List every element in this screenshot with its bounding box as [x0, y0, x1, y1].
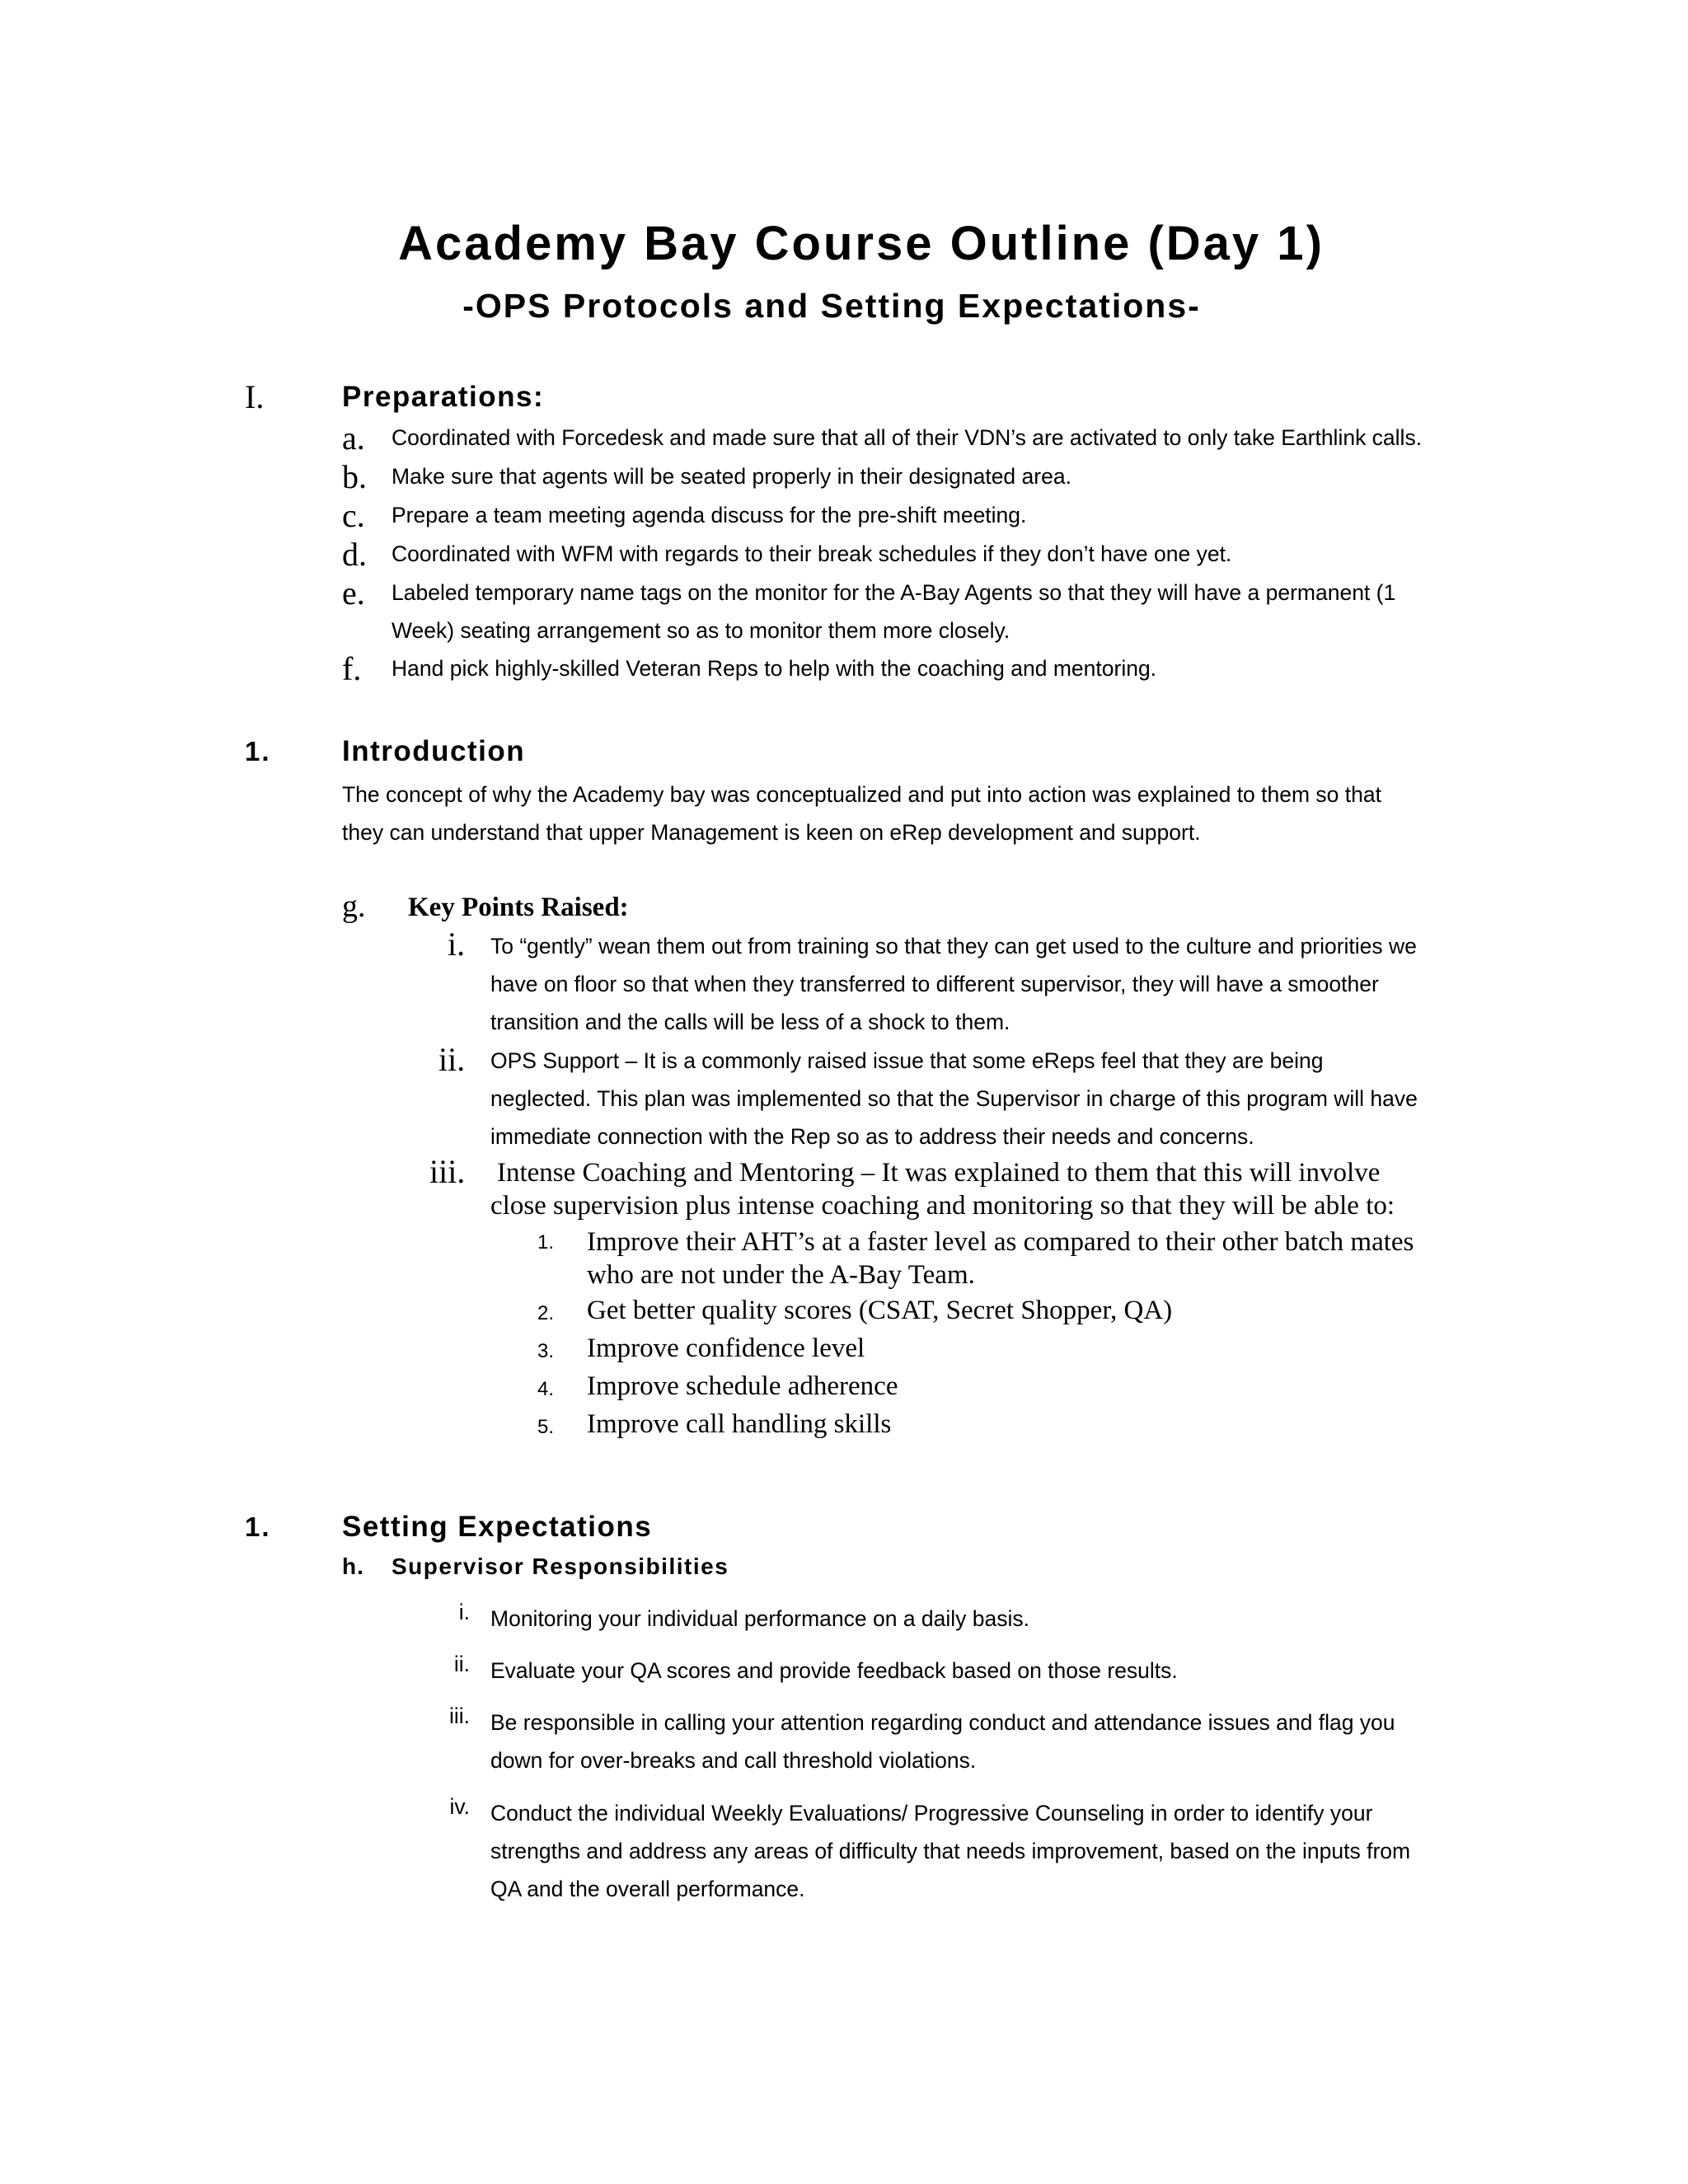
key-point-item: To “gently” wean them out from training so that they can get used to the culture and priorities we have on floor so that when they transferred to different supervisor, they will have a smoother transition and the calls will be less of a shock to them. [490, 934, 1417, 1034]
list-marker: a. [342, 419, 365, 457]
document-title: Academy Bay Course Outline (Day 1) [398, 217, 1325, 270]
responsibility-item: Be responsible in calling your attention regarding conduct and attendance issues and flag you down for over-breaks and call threshold violations. [490, 1710, 1395, 1773]
goal-item: Improve call handling skills [587, 1409, 892, 1439]
list-marker: iv. [449, 1794, 470, 1819]
list-marker: 1. [537, 1231, 555, 1254]
list-marker: ii. [453, 1652, 470, 1676]
list-marker: 4. [537, 1378, 555, 1400]
subsection-heading: Supervisor Responsibilities [392, 1554, 729, 1579]
list-marker: iii. [448, 1704, 470, 1728]
list-item: Hand pick highly-skilled Veteran Reps to help with the coaching and mentoring. [392, 656, 1157, 681]
key-point-item: OPS Support – It is a commonly raised issue that some eReps feel that they are being neglected. This plan was implemented so that the Supervisor in charge of this program will have immediate connection with the Rep so as to address their needs and concerns. [490, 1048, 1418, 1149]
list-item: Coordinated with WFM with regards to their break schedules if they don’t have one yet. [392, 541, 1232, 566]
list-marker: i. [448, 926, 466, 963]
list-item-continuation: Week) seating arrangement so as to monitor them more closely. [392, 618, 1010, 643]
list-marker: e. [342, 574, 365, 612]
list-item: Coordinated with Forcedesk and made sure that all of their VDN’s are activated to only take Earthlink calls. [392, 425, 1423, 450]
list-marker: f. [342, 650, 362, 687]
key-point-item: Intense Coaching and Mentoring – It was explained to them that this will involve close supervision plus intense coaching and monitoring so that they will be able to: [490, 1158, 1395, 1221]
list-marker: g. [342, 889, 366, 924]
responsibility-item: Evaluate your QA scores and provide feedback based on those results. [490, 1658, 1178, 1683]
list-marker: c. [342, 497, 365, 534]
list-marker: d. [342, 536, 367, 573]
list-marker: h. [342, 1554, 364, 1579]
list-marker: 2. [537, 1302, 555, 1324]
list-item: Make sure that agents will be seated properly in their designated area. [392, 464, 1071, 489]
list-marker: b. [342, 458, 367, 495]
list-marker: 3. [537, 1340, 555, 1362]
section-heading-preparations: Preparations: [342, 381, 545, 413]
goal-item: Improve confidence level [587, 1333, 865, 1363]
introduction-paragraph: The concept of why the Academy bay was conceptualized and put into action was explained to them so that they can understand that upper Management is keen on eRep development and support. [342, 782, 1381, 845]
section-marker-preparations: I. [245, 378, 265, 415]
section-marker-expectations: 1. [245, 1511, 271, 1542]
document-subtitle: -OPS Protocols and Setting Expectations- [462, 287, 1201, 325]
list-item: Prepare a team meeting agenda discuss for the pre-shift meeting. [392, 503, 1027, 527]
list-item: Labeled temporary name tags on the monitor for the A-Bay Agents so that they will have a permanent (1 [392, 580, 1396, 605]
section-heading-expectations: Setting Expectations [342, 1511, 653, 1543]
goal-item: Get better quality scores (CSAT, Secret Shopper, QA) [587, 1296, 1173, 1325]
goal-item: Improve their AHT’s at a faster level as compared to their other batch mates who are not under the A-Bay Team. [587, 1227, 1414, 1290]
key-points-heading: Key Points Raised: [408, 893, 629, 922]
section-heading-introduction: Introduction [342, 735, 526, 767]
section-marker-introduction: 1. [245, 736, 271, 766]
responsibility-item: Conduct the individual Weekly Evaluations/ Progressive Counseling in order to identify your strengths and address any areas of difficulty that needs improvement, based on the inputs from QA and the overall performance. [490, 1801, 1411, 1901]
list-marker: 5. [537, 1416, 555, 1438]
list-marker: ii. [438, 1041, 466, 1078]
goal-item: Improve schedule adherence [587, 1371, 898, 1401]
list-marker: i. [458, 1600, 470, 1624]
responsibility-item: Monitoring your individual performance on a daily basis. [490, 1606, 1030, 1631]
list-marker: iii. [429, 1153, 466, 1190]
